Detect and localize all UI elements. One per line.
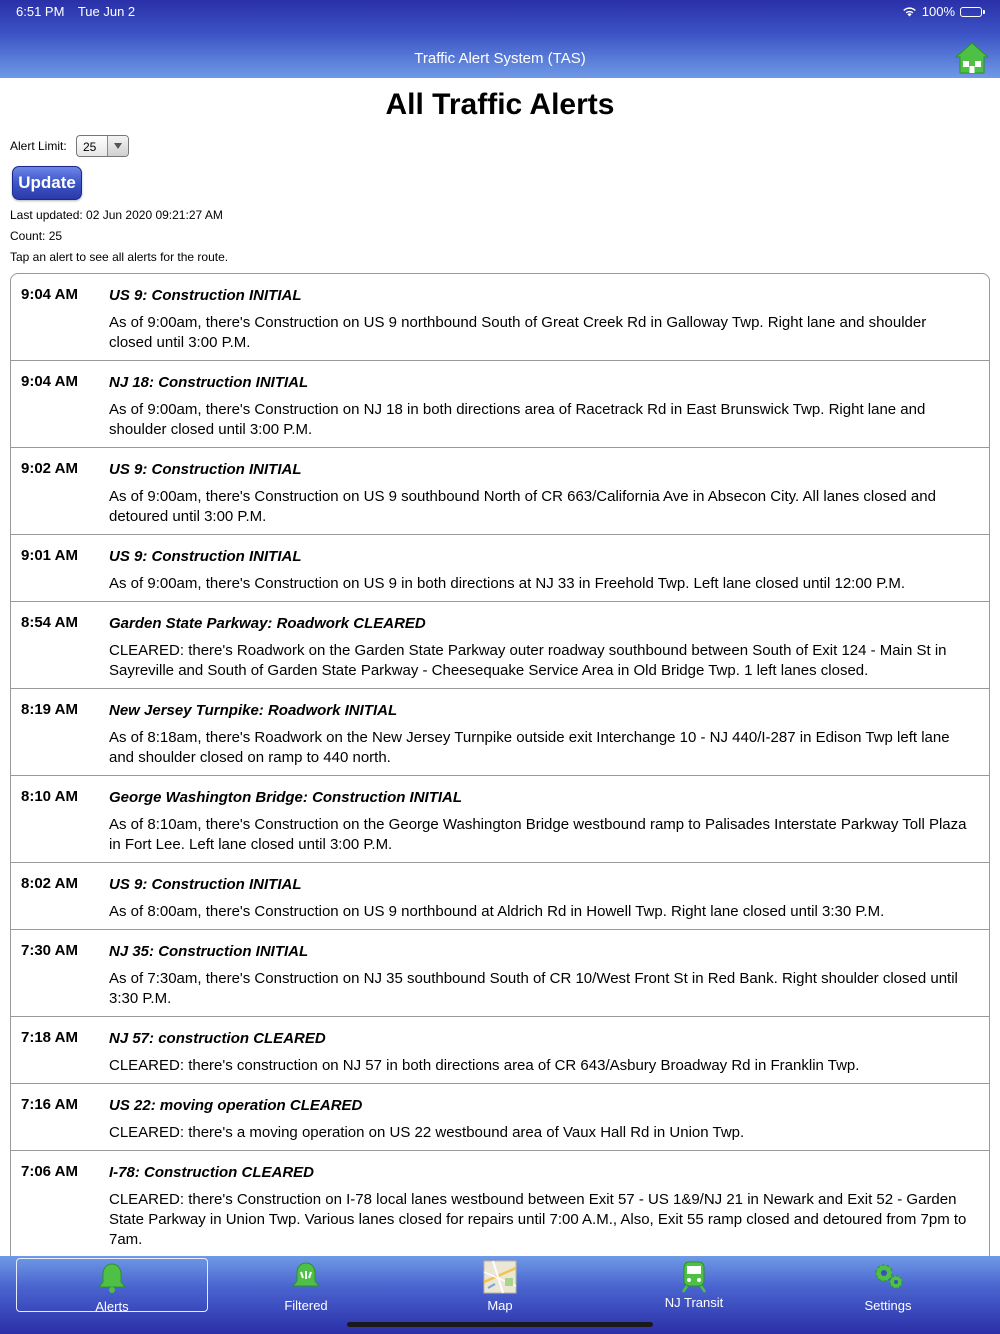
alert-row[interactable] bbox=[11, 930, 989, 1017]
tab-map-label: Map bbox=[487, 1298, 513, 1313]
battery-percent: 100% bbox=[921, 4, 955, 19]
alert-row[interactable] bbox=[11, 776, 989, 863]
gears-icon bbox=[871, 1260, 905, 1294]
alert-row[interactable] bbox=[11, 602, 989, 689]
map-icon bbox=[483, 1260, 517, 1294]
alert-limit-select[interactable] bbox=[76, 135, 129, 157]
tab-settings-label: Settings bbox=[864, 1298, 912, 1313]
alert-time: 9:02 AM bbox=[21, 460, 78, 477]
tab-map[interactable] bbox=[404, 1258, 596, 1312]
alert-limit-label: Alert Limit: bbox=[10, 139, 67, 153]
alert-row[interactable] bbox=[11, 535, 989, 602]
alert-description: CLEARED: there's construction on NJ 57 in both directions area of CR 643/Asbury Broadway Rd in Franklin Twp. bbox=[109, 1057, 860, 1074]
dropdown-arrow-icon bbox=[107, 136, 128, 156]
count-text: Count: 25 bbox=[10, 229, 63, 243]
alert-time: 9:04 AM bbox=[21, 373, 78, 390]
app-title: Traffic Alert System (TAS) bbox=[414, 50, 586, 67]
alert-row[interactable] bbox=[11, 274, 989, 361]
alert-row[interactable] bbox=[11, 863, 989, 930]
tab-filtered[interactable] bbox=[210, 1258, 402, 1312]
alert-time: 7:18 AM bbox=[21, 1029, 78, 1046]
last-updated-text: Last updated: 02 Jun 2020 09:21:27 AM bbox=[10, 208, 223, 222]
alert-description: CLEARED: there's a moving operation on US 22 westbound area of Vaux Hall Rd in Union Twp. bbox=[109, 1124, 745, 1141]
alert-description: As of 9:00am, there's Construction on US 9 in both directions at NJ 33 in Freehold Twp. Left lane closed until 12:00 P.M. bbox=[109, 575, 906, 592]
tab-nj-transit[interactable] bbox=[598, 1258, 790, 1312]
alert-description: CLEARED: there's Construction on I-78 local lanes westbound between Exit 57 - US 1&9/NJ 21 in Newark and Exit 52 - Garden State Parkway in Union Twp. Various lanes closed for repairs until 7:00 A.M., Also, Exit 55 ramp closed and detoured from 7pm to 7am. bbox=[109, 1191, 967, 1248]
alert-row[interactable] bbox=[11, 1017, 989, 1084]
update-button[interactable]: Update bbox=[12, 166, 82, 200]
alert-description: As of 9:00am, there's Construction on US 9 northbound South of Great Creek Rd in Galloway Twp. Right lane and shoulder closed until 3:00 P.M. bbox=[109, 314, 927, 351]
alert-heading: George Washington Bridge: Construction INITIAL bbox=[109, 789, 463, 806]
tab-filtered-label: Filtered bbox=[284, 1298, 328, 1313]
status-time: 6:51 PM bbox=[16, 4, 65, 19]
alert-heading: US 9: Construction INITIAL bbox=[109, 876, 302, 893]
home-indicator bbox=[347, 1322, 653, 1327]
bell-icon bbox=[95, 1261, 129, 1295]
alert-row[interactable] bbox=[11, 689, 989, 776]
hint-text: Tap an alert to see all alerts for the route. bbox=[10, 250, 229, 264]
alert-heading: US 9: Construction INITIAL bbox=[109, 287, 302, 304]
alert-limit-value: 25 bbox=[83, 140, 97, 154]
home-button[interactable] bbox=[954, 40, 990, 76]
alert-description: As of 8:00am, there's Construction on US 9 northbound at Aldrich Rd in Howell Twp. Right lane closed until 3:30 P.M. bbox=[109, 903, 885, 920]
page-title: All Traffic Alerts bbox=[385, 88, 615, 121]
home-icon bbox=[954, 40, 990, 76]
tab-alerts[interactable] bbox=[16, 1258, 208, 1312]
alert-description: As of 8:10am, there's Construction on the George Washington Bridge westbound ramp to Palisades Interstate Parkway Toll Plaza in Fort Lee. Left lane closed until 3:00 P.M. bbox=[109, 816, 967, 853]
alert-heading: US 9: Construction INITIAL bbox=[109, 461, 302, 478]
status-bar-right bbox=[902, 4, 982, 19]
alert-description: As of 9:00am, there's Construction on NJ 18 in both directions area of Racetrack Rd in East Brunswick Twp. Right lane and shoulder closed until 3:00 P.M. bbox=[109, 401, 926, 438]
alert-time: 9:01 AM bbox=[21, 547, 78, 564]
alert-time: 8:10 AM bbox=[21, 788, 78, 805]
alert-heading: New Jersey Turnpike: Roadwork INITIAL bbox=[109, 702, 398, 719]
alert-time: 8:02 AM bbox=[21, 875, 78, 892]
tab-alerts-label: Alerts bbox=[95, 1299, 129, 1314]
alert-description: CLEARED: there's Roadwork on the Garden State Parkway outer roadway southbound between South of Exit 124 - Main St in Sayreville and South of Garden State Parkway - Cheesequake Service Area in Old Bridge Twp. 1 left lanes closed. bbox=[109, 642, 947, 679]
top-bar bbox=[0, 0, 1000, 78]
tab-settings[interactable] bbox=[792, 1258, 984, 1312]
alert-description: As of 8:18am, there's Roadwork on the New Jersey Turnpike outside exit Interchange 10 - NJ 440/I-287 in Edison Twp left lane and shoulder closed on ramp to 440 north. bbox=[109, 729, 950, 766]
alert-heading: NJ 57: construction CLEARED bbox=[109, 1030, 326, 1047]
train-icon bbox=[677, 1260, 711, 1294]
alert-row[interactable] bbox=[11, 1084, 989, 1151]
alerts-table bbox=[10, 273, 990, 1256]
alert-description: As of 9:00am, there's Construction on US 9 southbound North of CR 663/California Ave in Absecon City. All lanes closed and detoured until 3:00 P.M. bbox=[109, 488, 936, 525]
filtered-bell-icon bbox=[289, 1260, 323, 1294]
tab-nj-transit-label: NJ Transit bbox=[664, 1295, 724, 1310]
alert-time: 8:19 AM bbox=[21, 701, 78, 718]
alert-heading: I-78: Construction CLEARED bbox=[109, 1164, 315, 1181]
alert-heading: US 9: Construction INITIAL bbox=[109, 548, 302, 565]
status-bar-left bbox=[16, 4, 135, 19]
alert-description: As of 7:30am, there's Construction on NJ 35 southbound South of CR 10/West Front St in Red Bank. Right shoulder closed until 3:30 P.M. bbox=[109, 970, 958, 1007]
alert-heading: NJ 35: Construction INITIAL bbox=[109, 943, 309, 960]
alert-row[interactable] bbox=[11, 1151, 989, 1256]
alert-time: 7:30 AM bbox=[21, 942, 78, 959]
alert-heading: Garden State Parkway: Roadwork CLEARED bbox=[109, 615, 426, 632]
alert-row[interactable] bbox=[11, 448, 989, 535]
alert-heading: NJ 18: Construction INITIAL bbox=[109, 374, 309, 391]
alert-time: 8:54 AM bbox=[21, 614, 78, 631]
alert-row[interactable] bbox=[11, 361, 989, 448]
alert-time: 7:06 AM bbox=[21, 1163, 78, 1180]
status-date: Tue Jun 2 bbox=[77, 4, 136, 19]
alert-time: 9:04 AM bbox=[21, 286, 78, 303]
alert-heading: US 22: moving operation CLEARED bbox=[109, 1097, 363, 1114]
alert-time: 7:16 AM bbox=[21, 1096, 78, 1113]
wifi-icon bbox=[902, 6, 917, 17]
battery-icon bbox=[960, 7, 982, 17]
